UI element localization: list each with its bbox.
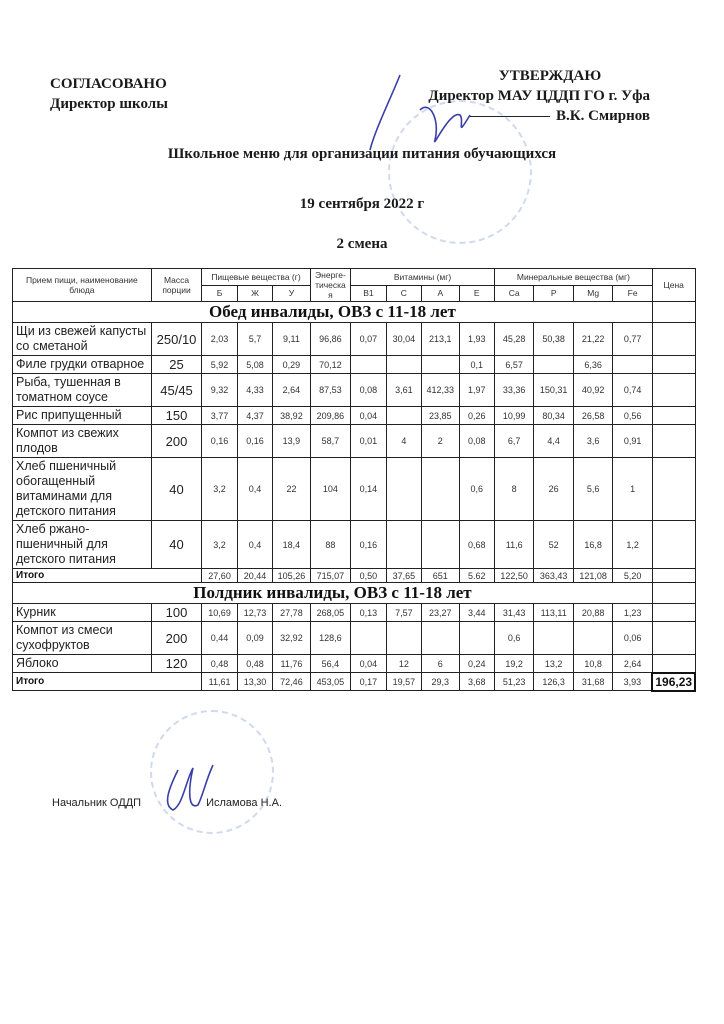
value-energy: 58,7	[310, 425, 351, 458]
total-a: 651	[422, 569, 459, 583]
value-a: 23,85	[422, 407, 459, 425]
value-fe: 1,2	[613, 521, 653, 569]
value-p: 13,2	[534, 655, 573, 673]
value-p: 113,11	[534, 604, 573, 622]
header-p: P	[534, 285, 573, 302]
value-a	[422, 622, 459, 655]
section-title: Обед инвалиды, ОВЗ с 11-18 лет	[13, 302, 653, 323]
header-a: А	[422, 285, 459, 302]
price-cell	[652, 655, 695, 673]
total-mg: 121,08	[573, 569, 612, 583]
value-u: 38,92	[273, 407, 310, 425]
table-row	[13, 622, 696, 655]
price-cell	[652, 425, 695, 458]
table-row	[13, 407, 696, 425]
header-minerals: Минеральные вещества (мг)	[494, 269, 652, 286]
value-u: 0,29	[273, 356, 310, 374]
value-mg	[573, 622, 612, 655]
value-a: 2	[422, 425, 459, 458]
total-fe: 3,93	[613, 673, 653, 691]
value-e: 0,08	[459, 425, 494, 458]
value-ca: 6,7	[494, 425, 533, 458]
section-row	[13, 302, 696, 323]
table-row	[13, 604, 696, 622]
value-b1: 0,04	[351, 655, 386, 673]
header-meal: Прием пищи, наименование блюда	[13, 269, 152, 302]
value-fe: 0,06	[613, 622, 653, 655]
menu-table	[12, 268, 696, 692]
value-fe: 0,91	[613, 425, 653, 458]
value-mg: 40,92	[573, 374, 612, 407]
value-energy: 128,6	[310, 622, 351, 655]
value-zh: 0,16	[237, 425, 272, 458]
total-fe: 5,20	[613, 569, 653, 583]
value-energy: 209,86	[310, 407, 351, 425]
value-e: 0,26	[459, 407, 494, 425]
agreed-by: Директор школы	[50, 96, 168, 112]
dish-name: Хлеб ржано-пшеничный для детского питания	[13, 521, 152, 569]
value-ca: 33,36	[494, 374, 533, 407]
value-e: 1,93	[459, 323, 494, 356]
head-signature-icon	[158, 760, 218, 820]
value-e: 0,6	[459, 458, 494, 521]
value-fe: 2,64	[613, 655, 653, 673]
portion-mass: 45/45	[151, 374, 202, 407]
value-a	[422, 356, 459, 374]
table-row	[13, 655, 696, 673]
value-a: 213,1	[422, 323, 459, 356]
table-row	[13, 374, 696, 407]
value-p: 150,31	[534, 374, 573, 407]
value-b: 10,69	[202, 604, 237, 622]
value-ca: 45,28	[494, 323, 533, 356]
portion-mass: 40	[151, 521, 202, 569]
section-row	[13, 583, 696, 604]
value-a: 6	[422, 655, 459, 673]
value-fe: 0,77	[613, 323, 653, 356]
table-row	[13, 356, 696, 374]
value-u: 13,9	[273, 425, 310, 458]
total-price: 196,23	[652, 673, 695, 691]
value-c: 3,61	[386, 374, 421, 407]
value-c	[386, 521, 421, 569]
value-energy: 268,05	[310, 604, 351, 622]
header-zh: Ж	[237, 285, 272, 302]
value-ca: 11,6	[494, 521, 533, 569]
value-zh: 0,4	[237, 458, 272, 521]
value-c: 4	[386, 425, 421, 458]
total-e: 5.62	[459, 569, 494, 583]
agreed-block	[50, 74, 168, 114]
value-ca: 19,2	[494, 655, 533, 673]
value-p: 50,38	[534, 323, 573, 356]
value-zh: 12,73	[237, 604, 272, 622]
value-b: 0,44	[202, 622, 237, 655]
value-ca: 8	[494, 458, 533, 521]
value-c	[386, 356, 421, 374]
value-c: 12	[386, 655, 421, 673]
value-mg: 3,6	[573, 425, 612, 458]
total-row	[13, 673, 696, 691]
document-date: 19 сентября 2022 г	[299, 196, 425, 212]
value-b1: 0,13	[351, 604, 386, 622]
value-e: 0,1	[459, 356, 494, 374]
table-row	[13, 458, 696, 521]
value-ca: 0,6	[494, 622, 533, 655]
approve-name: В.К. Смирнов	[555, 108, 650, 124]
value-p: 80,34	[534, 407, 573, 425]
price-cell	[652, 302, 695, 323]
dish-name: Компот из смеси сухофруктов	[13, 622, 152, 655]
table-row	[13, 521, 696, 569]
value-energy: 87,53	[310, 374, 351, 407]
header-row-1	[13, 269, 696, 286]
value-c	[386, 407, 421, 425]
value-b1	[351, 356, 386, 374]
total-p: 126,3	[534, 673, 573, 691]
value-u: 2,64	[273, 374, 310, 407]
agreed-label: СОГЛАСОВАНО	[50, 76, 167, 92]
value-zh: 4,37	[237, 407, 272, 425]
value-b: 3,2	[202, 521, 237, 569]
header-price: Цена	[652, 269, 695, 302]
portion-mass: 100	[151, 604, 202, 622]
value-b1: 0,14	[351, 458, 386, 521]
dish-name: Щи из свежей капусты со сметаной	[13, 323, 152, 356]
total-a: 29,3	[422, 673, 459, 691]
value-e: 3,44	[459, 604, 494, 622]
value-b1	[351, 622, 386, 655]
footer-name: Исламова Н.А.	[206, 797, 283, 809]
dish-name: Филе грудки отварное	[13, 356, 152, 374]
value-energy: 88	[310, 521, 351, 569]
price-cell	[652, 458, 695, 521]
price-cell	[652, 323, 695, 356]
table-row	[13, 425, 696, 458]
value-fe: 1,23	[613, 604, 653, 622]
header-vitamins: Витамины (мг)	[351, 269, 495, 286]
document-title: Школьное меню для организации питания обучающихся	[167, 146, 557, 162]
price-cell	[652, 374, 695, 407]
header-fe: Fe	[613, 285, 653, 302]
value-p: 26	[534, 458, 573, 521]
value-fe	[613, 356, 653, 374]
total-c: 37,65	[386, 569, 421, 583]
portion-mass: 250/10	[151, 323, 202, 356]
value-mg: 6,36	[573, 356, 612, 374]
value-zh: 0,09	[237, 622, 272, 655]
value-energy: 56,4	[310, 655, 351, 673]
total-p: 363,43	[534, 569, 573, 583]
value-u: 22	[273, 458, 310, 521]
shift-label: 2 смена	[336, 236, 388, 252]
total-e: 3,68	[459, 673, 494, 691]
total-u: 105,26	[273, 569, 310, 583]
value-b: 0,16	[202, 425, 237, 458]
value-a: 412,33	[422, 374, 459, 407]
value-a	[422, 521, 459, 569]
dish-name: Компот из свежих плодов	[13, 425, 152, 458]
value-b1: 0,08	[351, 374, 386, 407]
value-zh: 0,4	[237, 521, 272, 569]
value-b: 9,32	[202, 374, 237, 407]
total-ca: 122,50	[494, 569, 533, 583]
price-cell	[652, 407, 695, 425]
value-energy: 96,86	[310, 323, 351, 356]
value-energy: 70,12	[310, 356, 351, 374]
value-c: 30,04	[386, 323, 421, 356]
value-e: 0,24	[459, 655, 494, 673]
footer-position: Начальник ОДДП	[52, 797, 142, 809]
dish-name: Хлеб пшеничный обогащенный витаминами для детского питания	[13, 458, 152, 521]
portion-mass: 40	[151, 458, 202, 521]
total-label: Итого	[13, 673, 202, 691]
value-zh: 0,48	[237, 655, 272, 673]
value-a	[422, 458, 459, 521]
price-cell	[652, 583, 695, 604]
header-b: Б	[202, 285, 237, 302]
value-fe: 0,56	[613, 407, 653, 425]
value-b1: 0,16	[351, 521, 386, 569]
value-p: 52	[534, 521, 573, 569]
total-price	[652, 569, 695, 583]
section-title: Полдник инвалиды, ОВЗ с 11-18 лет	[13, 583, 653, 604]
dish-name: Рыба, тушенная в томатном соусе	[13, 374, 152, 407]
value-c	[386, 622, 421, 655]
value-u: 27,78	[273, 604, 310, 622]
total-energy: 715,07	[310, 569, 351, 583]
value-zh: 5,08	[237, 356, 272, 374]
header-ca: Ca	[494, 285, 533, 302]
value-fe: 0,74	[613, 374, 653, 407]
value-b: 3,2	[202, 458, 237, 521]
header-e: Е	[459, 285, 494, 302]
value-u: 11,76	[273, 655, 310, 673]
price-cell	[652, 521, 695, 569]
total-b1: 0,17	[351, 673, 386, 691]
total-c: 19,57	[386, 673, 421, 691]
header-mg: Mg	[573, 285, 612, 302]
total-label: Итого	[13, 569, 202, 583]
value-ca: 10,99	[494, 407, 533, 425]
portion-mass: 200	[151, 425, 202, 458]
value-p	[534, 356, 573, 374]
total-energy: 453,05	[310, 673, 351, 691]
value-u: 9,11	[273, 323, 310, 356]
total-u: 72,46	[273, 673, 310, 691]
total-row	[13, 569, 696, 583]
table-row	[13, 323, 696, 356]
total-mg: 31,68	[573, 673, 612, 691]
value-b: 0,48	[202, 655, 237, 673]
value-b1: 0,07	[351, 323, 386, 356]
value-b1: 0,04	[351, 407, 386, 425]
header-nutrients: Пищевые вещества (г)	[202, 269, 310, 286]
value-zh: 5,7	[237, 323, 272, 356]
total-zh: 13,30	[237, 673, 272, 691]
price-cell	[652, 604, 695, 622]
value-c: 7,57	[386, 604, 421, 622]
value-p: 4,4	[534, 425, 573, 458]
value-ca: 6,57	[494, 356, 533, 374]
value-mg: 20,88	[573, 604, 612, 622]
value-mg: 16,8	[573, 521, 612, 569]
value-u: 32,92	[273, 622, 310, 655]
value-mg: 5,6	[573, 458, 612, 521]
header-u: У	[273, 285, 310, 302]
price-cell	[652, 622, 695, 655]
value-c	[386, 458, 421, 521]
portion-mass: 150	[151, 407, 202, 425]
value-u: 18,4	[273, 521, 310, 569]
approve-by: Директор МАУ ЦДДП ГО г. Уфа	[428, 88, 650, 104]
dish-name: Курник	[13, 604, 152, 622]
approve-label: УТВЕРЖДАЮ	[498, 68, 602, 84]
dish-name: Яблоко	[13, 655, 152, 673]
value-p	[534, 622, 573, 655]
portion-mass: 200	[151, 622, 202, 655]
menu-table-body	[13, 302, 696, 691]
total-b: 27,60	[202, 569, 237, 583]
value-b: 2,03	[202, 323, 237, 356]
value-e: 0,68	[459, 521, 494, 569]
total-b: 11,61	[202, 673, 237, 691]
value-b: 3,77	[202, 407, 237, 425]
header-b1: В1	[351, 285, 386, 302]
value-energy: 104	[310, 458, 351, 521]
value-e	[459, 622, 494, 655]
price-cell	[652, 356, 695, 374]
header-c: С	[386, 285, 421, 302]
total-b1: 0,50	[351, 569, 386, 583]
dish-name: Рис припущенный	[13, 407, 152, 425]
value-mg: 21,22	[573, 323, 612, 356]
portion-mass: 25	[151, 356, 202, 374]
header-mass: Масса порции	[151, 269, 202, 302]
value-b1: 0,01	[351, 425, 386, 458]
value-ca: 31,43	[494, 604, 533, 622]
value-a: 23,27	[422, 604, 459, 622]
value-fe: 1	[613, 458, 653, 521]
total-zh: 20,44	[237, 569, 272, 583]
value-e: 1,97	[459, 374, 494, 407]
value-mg: 26,58	[573, 407, 612, 425]
portion-mass: 120	[151, 655, 202, 673]
value-mg: 10,8	[573, 655, 612, 673]
value-zh: 4,33	[237, 374, 272, 407]
value-b: 5,92	[202, 356, 237, 374]
header-energy: Энерге-тическа я	[310, 269, 351, 302]
total-ca: 51,23	[494, 673, 533, 691]
